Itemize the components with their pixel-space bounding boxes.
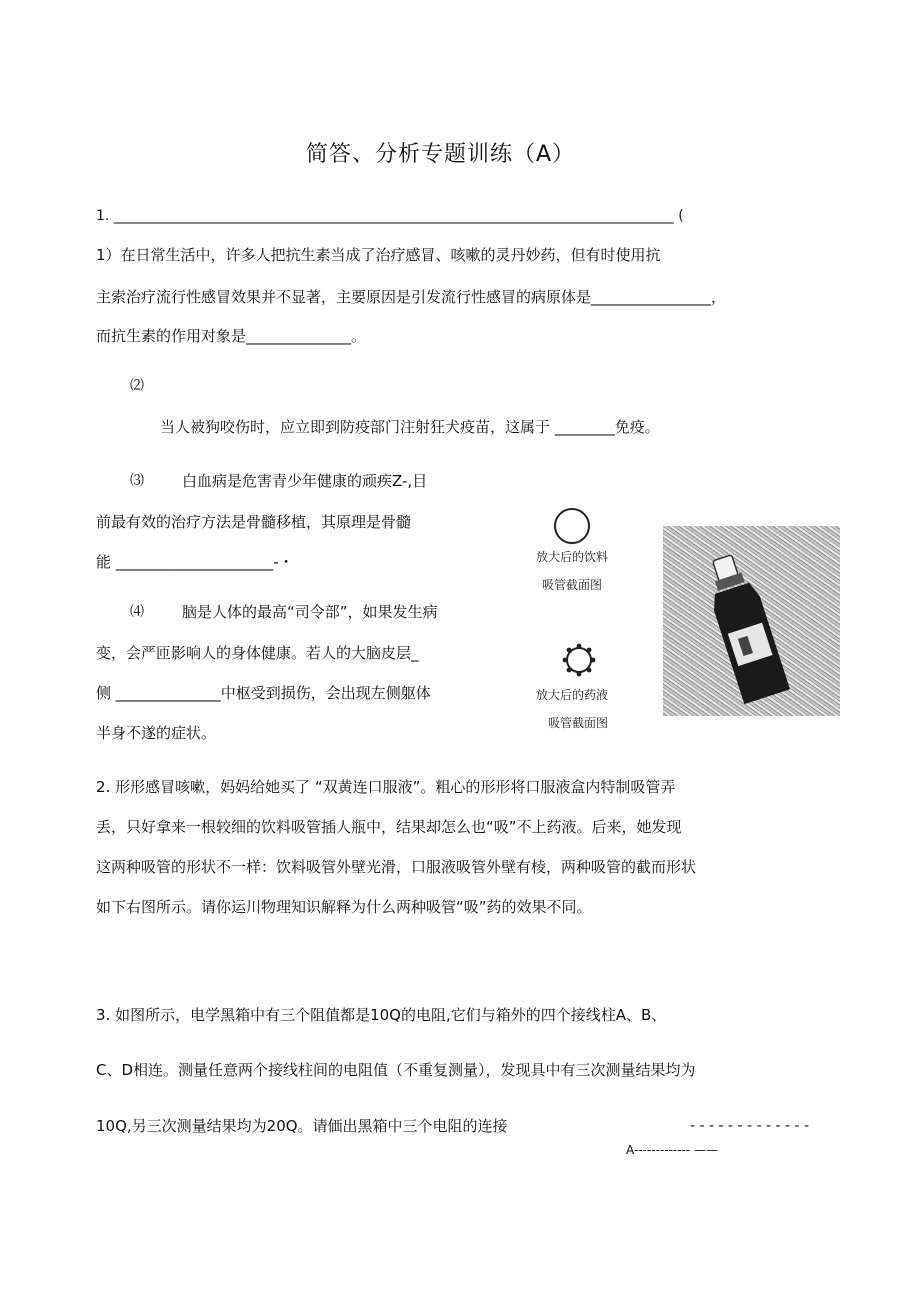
q1-part1-line3: 而抗生素的作用对象是______________。 (96, 327, 367, 345)
drink-straw-caption-line2: 吸管截面图 (542, 578, 603, 592)
q1-part1-line2: 主索治疗流行性感冒效果并不显著，主要原因是引发流行性感冒的病原体是________________， (96, 288, 727, 306)
black-box-terminal-a-label: A------------- —— (626, 1143, 719, 1157)
question-2-line1: 2. 形形感冒咳嗽，妈妈给她买了 “双黄连口服液”。粗心的形形将口服液盒内特制吸管弄 (96, 778, 676, 796)
question-3-line3: 10Q,另三次测量结果均为20Q。请価出黑箱中三个电阻的连接 (96, 1117, 508, 1135)
q1-part3-line3: 能 _____________________-・ (96, 553, 294, 571)
q1-part3-line2: 前最有效的治疗方法是骨髓移植，其原理是骨髓 (96, 513, 412, 531)
bottle-icon (663, 526, 840, 716)
question-3-line1: 3. 如图所示，电学黑箱中有三个阻值都是10Q的电阻,它们与箱外的四个接线柱A、B、 (96, 1006, 667, 1024)
medicine-bottle-photo (663, 526, 840, 716)
q1-part4-line4: 半身不遂的症状。 (96, 724, 217, 742)
q1-part3-line1: 白血病是危害青少年健康的顽疾Z-,目 (182, 472, 428, 490)
medicine-straw-caption-line1: 放大后的药液 (536, 688, 609, 702)
q1-part1-line1: 1）在日常生活中，许多人把抗生素当成了治疗感冒、咳嗽的灵丹妙药，但有时使用抗 (96, 246, 661, 264)
question-3-line2: C、D相连。测量任意两个接线柱间的电阻值（不重复测量），发现具中有三次测量结果均为 (96, 1061, 696, 1079)
medicine-straw-cross-section (559, 640, 599, 680)
medicine-straw-caption-line2: 吸管截面图 (548, 716, 609, 730)
question-2-line4: 如下右图所示。请你运川物理知识解释为什么两种吸管“吸”药的效果不同。 (96, 898, 592, 916)
q1-part4-line1: 脑是人体的最高“司令部”，如果发生病 (182, 603, 438, 621)
question-2-line3: 这两种吸管的形状不一样：饮料吸管外壁光滑，口服液吸管外壁有棱，两种吸管的截而形状 (96, 858, 697, 876)
q1-part2-text: 当人被狗咬伤时，应立即到防疫部门注射狂犬疫苗，这属于 ________免疫。 (160, 418, 660, 436)
question-2-line2: 丢，只好拿来一根较细的饮料吸管插人瓶中，结果却怎么也“吸”不上药液。后来，她发现 (96, 818, 682, 836)
drink-straw-caption-line1: 放大后的饮料 (536, 550, 609, 564)
q1-part2-number: ⑵ (130, 378, 144, 394)
black-box-top-dashes: - - - - - - - - - - - - - (690, 1118, 810, 1134)
q1-part4-number: ⑷ (130, 604, 144, 620)
drink-straw-cross-section (552, 506, 592, 546)
q1-part4-line2: 变，会严匝影响人的身体健康。若人的大脑皮层_ (96, 644, 419, 662)
page-title: 简答、分析专题训练（A） (306, 142, 576, 167)
question-1-header: 1. ________________________________________________________________________________ ( (96, 208, 684, 224)
q1-part3-number: ⑶ (130, 473, 144, 489)
q1-part4-line3: 侧 ______________中枢受到损伤，会出现左侧躯体 (96, 684, 431, 702)
